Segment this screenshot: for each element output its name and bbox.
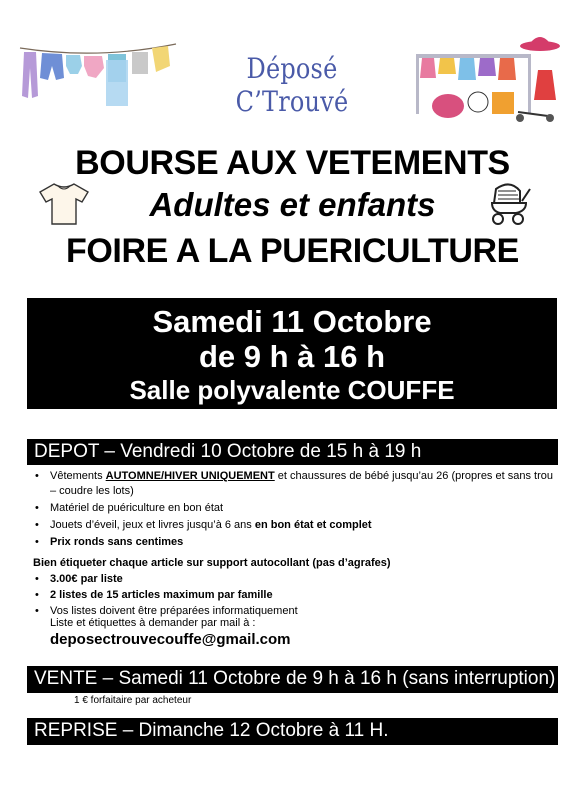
item-text: 2 listes de 15 articles maximum par famille	[50, 589, 273, 601]
vente-note: 1 € forfaitaire par acheteur	[74, 695, 192, 706]
list-item	[33, 469, 553, 499]
labeling-heading: Bien étiqueter chaque article sur support autocollant (pas d’agrafes)	[33, 557, 391, 569]
item-text: Jouets d’éveil, jeux et livres jusqu’à 6 ans	[50, 519, 255, 531]
event-hours: de 9 h à 16 h	[198, 339, 386, 374]
vente-heading: VENTE – Samedi 11 Octobre de 9 h à 16 h (sans interruption)	[27, 666, 558, 693]
reprise-heading: REPRISE – Dimanche 12 Octobre à 11 H.	[27, 718, 558, 745]
depot-heading: DEPOT – Vendredi 10 Octobre de 15 h à 19 h	[27, 439, 558, 465]
event-venue: Salle polyvalente COUFFE	[129, 375, 455, 405]
logo-text: Déposé C’Trouvé	[235, 52, 349, 119]
depot-list	[33, 469, 553, 552]
title-foire-puericulture: FOIRE A LA PUERICULTURE	[66, 232, 519, 270]
item-text: Prix ronds sans centimes	[50, 536, 184, 548]
item-text: et chaussures de bébé jusqu’au 26 (propres et sans trou – coudre les lots)	[50, 470, 553, 497]
list-item	[33, 518, 553, 533]
contact-email-link[interactable]: deposectrouvecouffe@gmail.com	[50, 631, 291, 648]
title-adultes-enfants: Adultes et enfants	[149, 186, 436, 223]
item-text: Vêtements	[50, 470, 106, 482]
item-text: Vos listes doivent être préparées informatiquement	[50, 605, 298, 617]
clothesline-illustration	[18, 38, 178, 124]
event-date: Samedi 11 Octobre	[152, 304, 432, 339]
title-bourse: BOURSE AUX VETEMENTS	[75, 144, 510, 182]
item-emphasis: en bon état et complet	[254, 519, 372, 531]
list-item	[33, 501, 553, 516]
item-text: 3.00€ par liste	[50, 573, 123, 585]
list-item	[33, 588, 553, 603]
clothing-rack-illustration	[408, 30, 566, 125]
list-item	[33, 572, 553, 587]
event-date-block	[27, 298, 557, 409]
stroller-icon	[486, 181, 534, 227]
mail-request-text: Liste et étiquettes à demander par mail à :	[50, 617, 256, 629]
labeling-list	[33, 572, 553, 620]
item-emphasis: AUTOMNE/HIVER UNIQUEMENT	[105, 470, 275, 482]
list-item	[33, 535, 553, 550]
item-text: Matériel de puériculture en bon état	[50, 502, 224, 514]
